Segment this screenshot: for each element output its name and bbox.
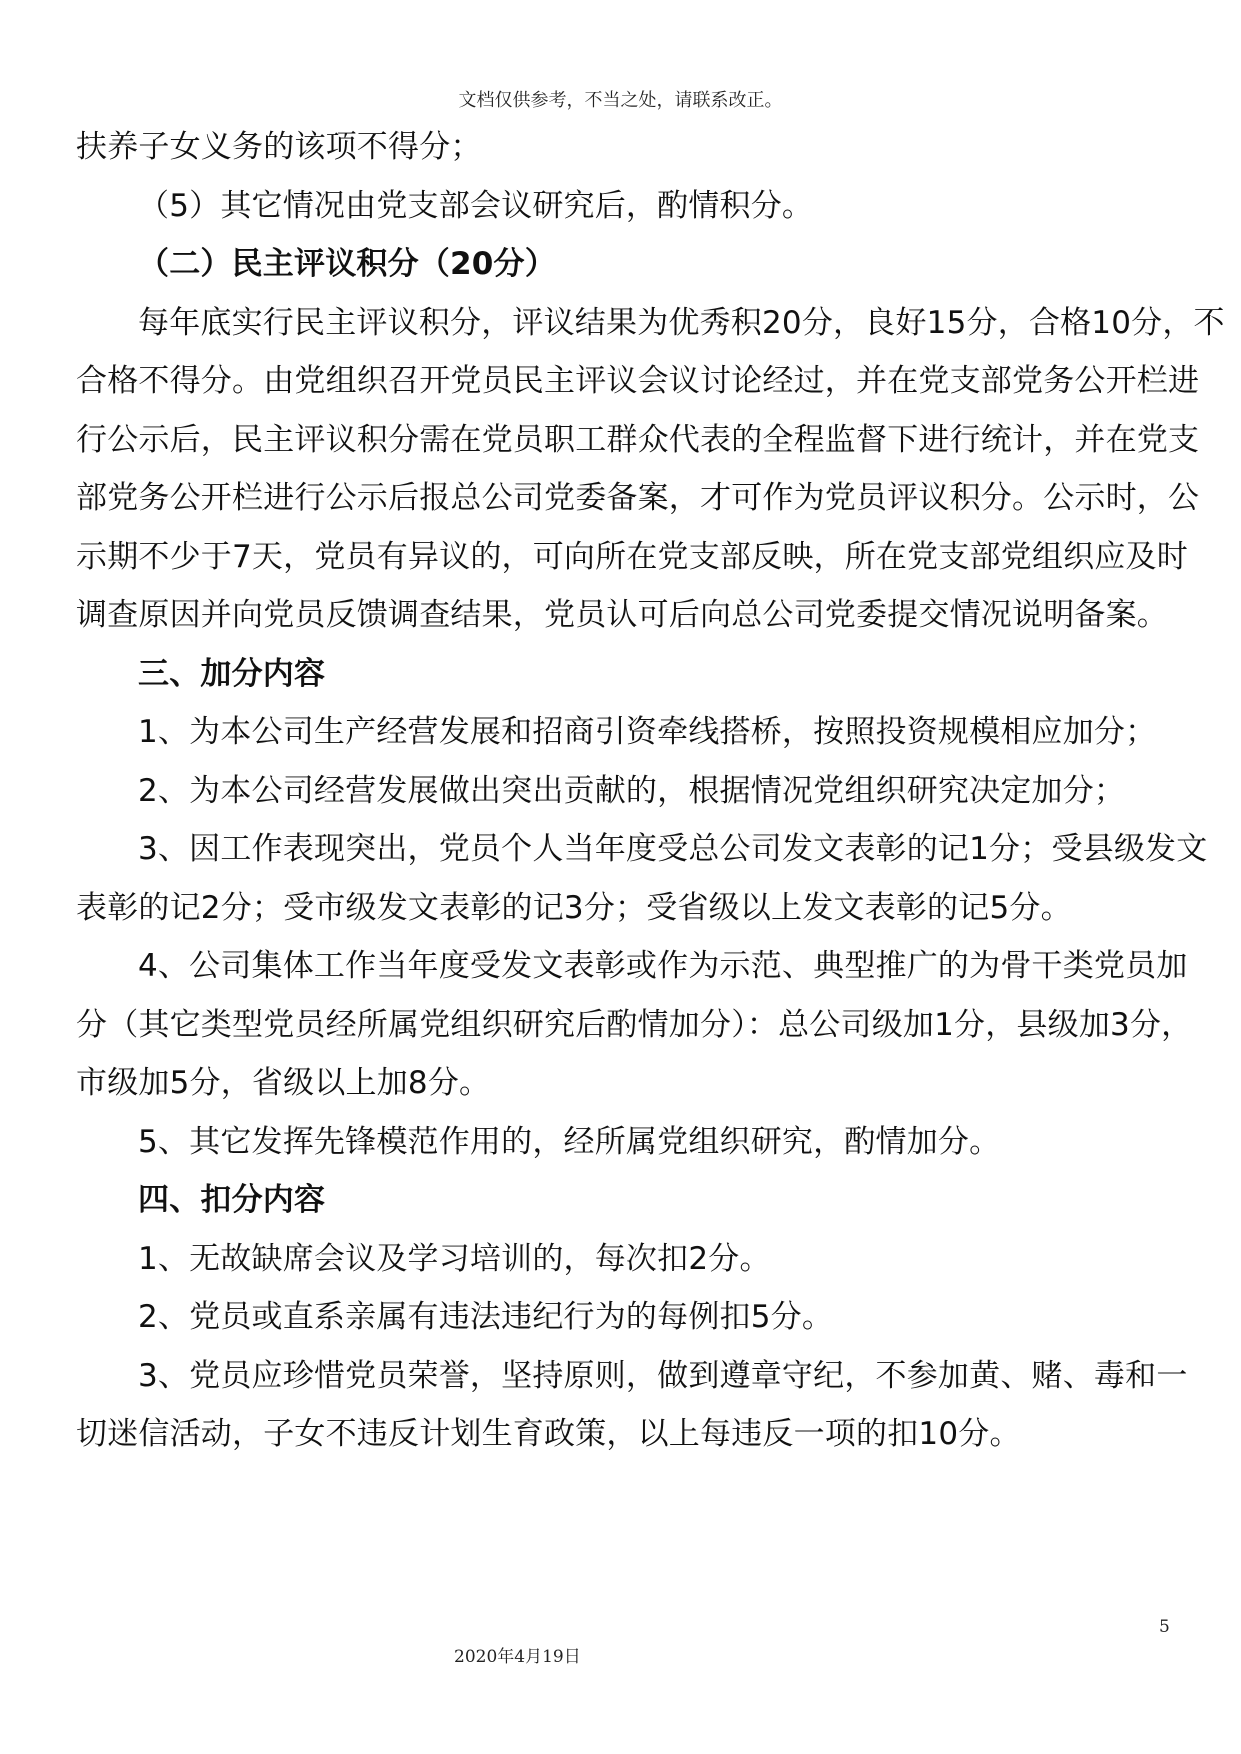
- section-heading: （二）民主评议积分（20分）: [138, 246, 556, 282]
- paragraph-line: 部党务公开栏进行公示后报总公司党委备案，才可作为党员评议积分。公示时，公: [76, 480, 1200, 516]
- footer-date: 2020年4月19日: [454, 1647, 581, 1667]
- list-item: 1、无故缺席会议及学习培训的，每次扣2分。: [138, 1240, 771, 1277]
- list-item-continuation: 市级加5分，省级以上加8分。: [76, 1065, 491, 1101]
- header-note: 文档仅供参考，不当之处，请联系改正。: [458, 90, 783, 111]
- page-number: 5: [1159, 1617, 1170, 1637]
- list-item: 1、为本公司生产经营发展和招商引资牵线搭桥，按照投资规模相应加分；: [138, 714, 1157, 750]
- paragraph-line: 调查原因并向党员反馈调查结果，党员认可后向总公司党委提交情况说明备案。: [76, 597, 1168, 633]
- section-heading: 三、加分内容: [138, 655, 326, 692]
- paragraph-line: 行公示后，民主评议积分需在党员职工群众代表的全程监督下进行统计，并在党支: [76, 421, 1200, 458]
- list-item: 3、因工作表现突出，党员个人当年度受总公司发文表彰的记1分；受县级发文: [138, 831, 1208, 867]
- list-item: 4、公司集体工作当年度受发文表彰或作为示范、典型推广的为骨干类党员加: [138, 948, 1188, 984]
- paragraph-line: 扶养子女义务的该项不得分；: [76, 129, 482, 165]
- list-item-continuation: 表彰的记2分；受市级发文表彰的记3分；受省级以上发文表彰的记5分。: [76, 889, 1072, 926]
- paragraph-line: 示期不少于7天，党员有异议的，可向所在党支部反映，所在党支部党组织应及时: [76, 538, 1188, 575]
- list-item: 2、为本公司经营发展做出突出贡献的，根据情况党组织研究决定加分；: [138, 772, 1126, 809]
- section-heading: 四、扣分内容: [138, 1182, 326, 1218]
- list-item: 5、其它发挥先锋模范作用的，经所属党组织研究，酌情加分。: [138, 1123, 1001, 1160]
- list-item-continuation: 分（其它类型党员经所属党组织研究后酌情加分）：总公司级加1分，县级加3分，: [76, 1006, 1193, 1043]
- paragraph-line: 合格不得分。由党组织召开党员民主评议会议讨论经过，并在党支部党务公开栏进: [76, 363, 1200, 399]
- paragraph-line: 每年底实行民主评议积分，评议结果为优秀积20分，良好15分，合格10分，不: [138, 304, 1225, 341]
- list-item: 2、党员或直系亲属有违法违纪行为的每例扣5分。: [138, 1299, 834, 1335]
- list-item-continuation: 切迷信活动，子女不违反计划生育政策，以上每违反一项的扣10分。: [76, 1416, 1021, 1452]
- document-body: [76, 118, 1225, 1464]
- paragraph-line: （5）其它情况由党支部会议研究后，酌情积分。: [138, 187, 814, 224]
- list-item: 3、党员应珍惜党员荣誉，坚持原则，做到遵章守纪，不参加黄、赌、毒和一: [138, 1357, 1188, 1394]
